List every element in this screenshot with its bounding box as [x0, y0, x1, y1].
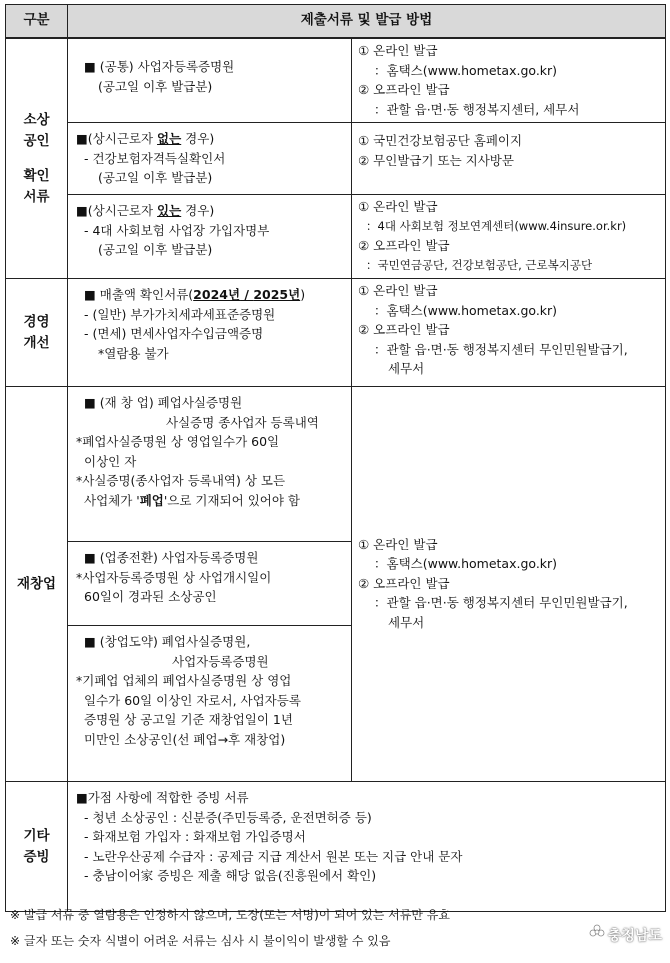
- table-row: [6, 782, 666, 912]
- category-line: 확인: [23, 167, 50, 184]
- requirement-cell: [68, 279, 352, 387]
- method-line: ① 국민건강보험공단 홈페이지: [358, 133, 523, 148]
- table-header-row: [6, 5, 666, 39]
- requirement-line: 이상인 자: [84, 453, 137, 469]
- category-spacer: [7, 152, 66, 166]
- requirement-line: ■(상시근로자 있는 경우): [76, 203, 215, 218]
- method-cell: [352, 123, 666, 195]
- method-line: ：관할 읍·면·동 행정복지센터 무인민원발급기,: [374, 595, 628, 611]
- method-cell: [352, 387, 666, 782]
- requirement-line: 증명원 상 공고일 기준 재창업일이 1년: [84, 712, 293, 727]
- requirement-line: - 건강보험자격득실확인서: [84, 150, 226, 166]
- method-line: ：홈택스(www.hometax.go.kr): [374, 556, 558, 572]
- method-line: ① 온라인 발급: [358, 199, 438, 214]
- requirement-line: - (면세) 면세사업자수입금액증명: [84, 326, 264, 341]
- requirement-line: ■ (공통) 사업자등록증명원: [84, 59, 235, 74]
- method-cell: [352, 38, 666, 123]
- category-line: 공인: [23, 132, 50, 149]
- requirement-line: ■ (업종전환) 사업자등록증명원: [84, 550, 259, 565]
- requirement-line: 사업자등록증명원: [172, 653, 269, 669]
- requirement-line: (공고일 이후 발급분): [98, 242, 213, 257]
- watermark: [589, 924, 662, 945]
- category-line: 소상: [23, 111, 50, 128]
- method-line: ① 온라인 발급: [358, 43, 438, 58]
- method-line: ② 오프라인 발급: [358, 82, 450, 97]
- requirement-cell: [68, 387, 352, 542]
- method-line: ：홈택스(www.hometax.go.kr): [374, 302, 558, 318]
- header-category: 구분: [6, 5, 68, 39]
- requirement-line: (공고일 이후 발급분): [98, 170, 213, 185]
- method-line: 세무서: [388, 614, 425, 630]
- table-row: [6, 195, 666, 279]
- requirement-line: 일수가 60일 이상인 자로서, 사업자등록: [84, 692, 301, 708]
- category-other: [6, 782, 68, 912]
- category-management: [6, 279, 68, 387]
- requirement-line: ■가점 사항에 적합한 증빙 서류: [76, 790, 249, 805]
- method-line: ：관할 읍·면·동 행정복지센터 무인민원발급기,: [374, 341, 628, 357]
- method-line: ① 온라인 발급: [358, 536, 438, 552]
- method-line: ② 오프라인 발급: [358, 322, 450, 337]
- requirement-cell: [68, 195, 352, 279]
- requirement-cell: [68, 542, 352, 626]
- requirement-cell: [68, 38, 352, 123]
- requirement-cell: [68, 626, 352, 782]
- requirement-line: - 충남이어家 증빙은 제출 해당 없음(진흥원에서 확인): [84, 868, 377, 883]
- category-small-business: [6, 38, 68, 279]
- table-row: [6, 38, 666, 123]
- emphasis-text: 폐업: [139, 492, 164, 508]
- requirement-line: - 화재보험 가입자 : 화재보험 가입증명서: [84, 829, 306, 844]
- category-restart: 재창업: [6, 387, 68, 782]
- requirement-line: 미만인 소상공인(선 폐업→후 재창업): [84, 731, 286, 747]
- requirement-line: 사업체가 '폐업'으로 기재되어 있어야 함: [84, 492, 300, 508]
- requirement-line: *사업자등록증명원 상 사업개시일이: [76, 569, 272, 585]
- method-line: ② 오프라인 발급: [358, 238, 450, 253]
- category-line: 개선: [23, 334, 50, 351]
- table-row: [6, 279, 666, 387]
- method-line: ② 무인발급기 또는 지사방문: [358, 152, 514, 168]
- flower-icon: [589, 924, 605, 944]
- method-cell: [352, 279, 666, 387]
- requirement-line: *열람용 불가: [98, 345, 169, 361]
- emphasis-text: 없는: [157, 131, 182, 146]
- method-line: ② 오프라인 발급: [358, 575, 450, 591]
- requirement-line: 60일이 경과된 소상공인: [84, 589, 217, 604]
- requirement-line: *사실증명(종사업자 등록내역) 상 모든: [76, 473, 286, 488]
- emphasis-text: 있는: [157, 203, 182, 218]
- method-line: ：관할 읍·면·동 행정복지센터, 세무서: [374, 101, 580, 117]
- requirement-line: (공고일 이후 발급분): [98, 78, 213, 94]
- requirement-line: ■(상시근로자 없는 경우): [76, 131, 215, 146]
- requirement-line: - (일반) 부가가치세과세표준증명원: [84, 306, 276, 322]
- method-cell: [352, 195, 666, 279]
- document-table: [5, 4, 666, 912]
- method-line: ：국민연금공단, 건강보험공단, 근로복지공단: [366, 257, 593, 272]
- requirement-cell: [68, 123, 352, 195]
- requirement-line: *폐업사실증명원 상 영업일수가 60일: [76, 434, 280, 449]
- requirement-line: - 4대 사회보험 사업장 가입자명부: [84, 222, 270, 238]
- category-line: 서류: [23, 188, 50, 205]
- emphasis-text: 2024년: [193, 287, 241, 302]
- emphasis-text: 2025년: [253, 287, 301, 302]
- table-row: [6, 387, 666, 542]
- requirement-line: 사실증명 종사업자 등록내역: [166, 414, 319, 430]
- method-line: 세무서: [388, 361, 425, 376]
- header-documents: 제출서류 및 발급 방법: [68, 5, 666, 39]
- requirement-line: *기폐업 업체의 폐업사실증명원 상 영업: [76, 673, 292, 688]
- requirement-line: - 청년 소상공인 : 신분증(주민등록증, 운전면허증 등): [84, 809, 372, 825]
- requirement-line: ■ (재 창 업) 폐업사실증명원: [84, 395, 243, 410]
- requirement-line: ■ 매출액 확인서류(2024년 / 2025년): [84, 287, 306, 302]
- footnote: ※ 글자 또는 숫자 식별이 어려운 서류는 심사 시 불이익이 발생할 수 있음: [10, 934, 391, 948]
- requirement-cell: [68, 782, 666, 912]
- method-line: ① 온라인 발급: [358, 283, 438, 298]
- method-line: ：홈택스(www.hometax.go.kr): [374, 62, 558, 78]
- category-line: 경영: [23, 313, 50, 330]
- category-line: 기타: [23, 827, 50, 844]
- table-row: [6, 123, 666, 195]
- footnote: ※ 발급 서류 중 열람용은 인정하지 않으며, 도장(또는 서명)이 되어 있는 서류만 유효: [10, 908, 450, 922]
- method-line: ：4대 사회보험 정보연계센터(www.4insure.or.kr): [366, 218, 627, 233]
- requirement-line: - 노란우산공제 수급자 : 공제금 지급 계산서 원본 또는 지급 안내 문자: [84, 848, 463, 864]
- category-line: 증빙: [23, 848, 50, 865]
- watermark-text: 충청남도: [607, 928, 662, 944]
- requirement-line: ■ (창업도약) 폐업사실증명원,: [84, 634, 251, 649]
